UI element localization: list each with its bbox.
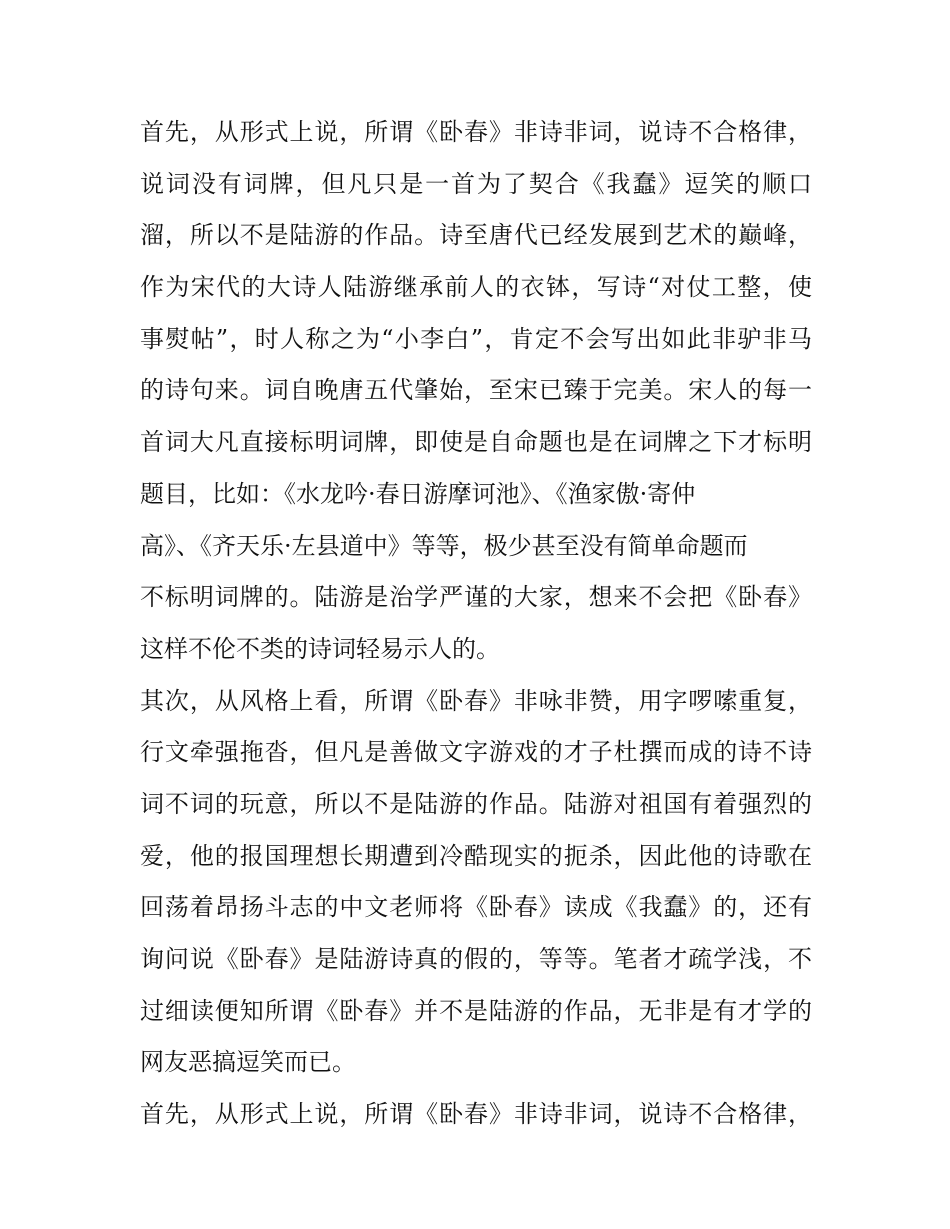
text-line-12: 其次，从风格上看，所谓《卧春》非咏非赞，用字啰嗦重复， [140, 686, 812, 715]
text-line-20: 首先，从形式上说，所谓《卧春》非诗非词，说诗不合格律， [140, 1100, 812, 1129]
text-line-8: 题目，比如：《水龙吟·春日游摩诃池》、《渔家傲·寄仲 [140, 479, 696, 508]
text-line-13: 行文牵强拖沓，但凡是善做文字游戏的才子杜撰而成的诗不诗 [140, 738, 812, 767]
text-line-14: 词不词的玩意，所以不是陆游的作品。陆游对祖国有着强烈的 [140, 789, 812, 818]
text-line-18: 过细读便知所谓《卧春》并不是陆游的作品，无非是有才学的 [140, 996, 812, 1025]
text-line-5: 事熨帖”，时人称之为“小李白”，肯定不会写出如此非驴非马 [140, 324, 812, 353]
text-line-4: 作为宋代的大诗人陆游继承前人的衣钵，写诗“对仗工整，使 [140, 273, 812, 302]
text-line-6: 的诗句来。词自晚唐五代肇始，至宋已臻于完美。宋人的每一 [140, 376, 812, 405]
text-line-3: 溜，所以不是陆游的作品。诗至唐代已经发展到艺术的巅峰， [140, 221, 812, 250]
text-line-9: 高》、《齐天乐·左县道中》等等，极少甚至没有简单命题而 [140, 531, 748, 560]
text-line-17: 询问说《卧春》是陆游诗真的假的，等等。笔者才疏学浅，不 [140, 945, 812, 973]
document-body [140, 110, 812, 1144]
text-line-2: 说词没有词牌，但凡只是一首为了契合《我蠢》逗笑的顺口 [140, 169, 812, 198]
text-line-1: 首先，从形式上说，所谓《卧春》非诗非词，说诗不合格律， [140, 118, 812, 146]
text-line-10: 不标明词牌的。陆游是治学严谨的大家，想来不会把《卧春》 [140, 583, 812, 612]
text-line-15: 爱，他的报国理想长期遭到冷酷现实的扼杀，因此他的诗歌在 [140, 841, 812, 870]
text-line-11: 这样不伦不类的诗词轻易示人的。 [140, 634, 500, 663]
text-line-16: 回荡着昂扬斗志的中文老师将《卧春》读成《我蠢》的，还有 [140, 893, 812, 922]
text-line-19: 网友恶搞逗笑而已。 [140, 1048, 356, 1077]
text-line-7: 首词大凡直接标明词牌，即使是自命题也是在词牌之下才标明 [140, 428, 812, 457]
